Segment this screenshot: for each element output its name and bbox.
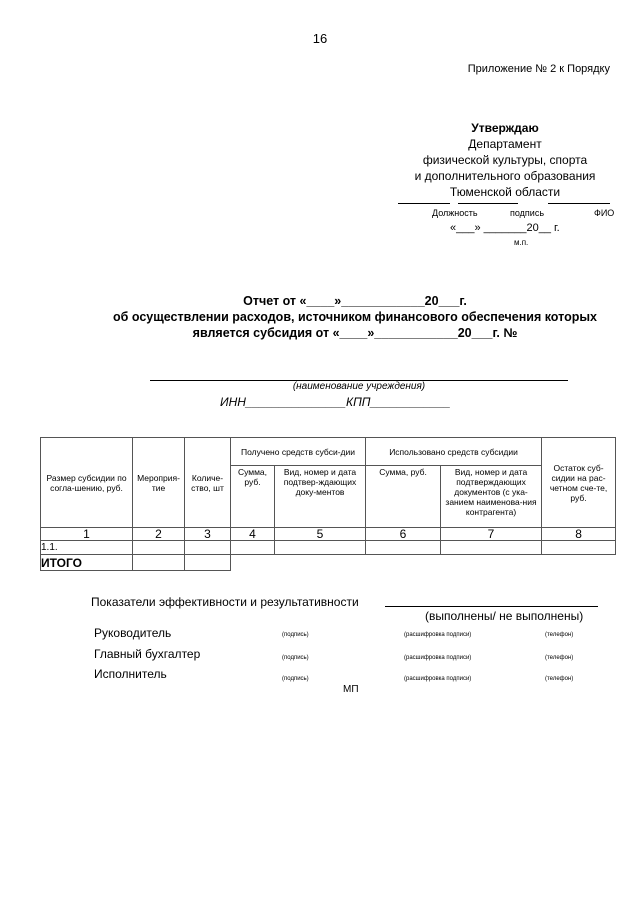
column-number: 8 xyxy=(542,528,616,541)
approval-signature-lines xyxy=(398,203,610,209)
institution-label: (наименование учреждения) xyxy=(292,381,426,392)
empty-cell xyxy=(275,555,366,571)
signatory-role: Главный бухгалтер xyxy=(94,647,201,661)
header-quantity: Количе-ство, шт xyxy=(185,438,231,528)
report-table xyxy=(40,437,616,571)
stamp-mark: МП xyxy=(343,684,359,695)
signature-line xyxy=(458,203,518,204)
approval-heading: Утверждаю xyxy=(471,121,539,135)
column-number: 5 xyxy=(275,528,366,541)
title-line: является субсидия от «____»____________20___г. № xyxy=(192,326,518,340)
table-cell[interactable] xyxy=(185,541,231,555)
approval-block xyxy=(380,120,630,200)
header-received-group: Получено средств субси-дии xyxy=(231,438,366,466)
table-cell[interactable] xyxy=(366,541,441,555)
header-received-docs: Вид, номер и дата подтвер-ждающих доку-ментов xyxy=(275,466,366,528)
empty-cell xyxy=(441,555,542,571)
column-number: 6 xyxy=(366,528,441,541)
empty-cell xyxy=(366,555,441,571)
appendix-reference: Приложение № 2 к Порядку xyxy=(467,63,610,75)
header-used-group: Использовано средств субсидии xyxy=(366,438,542,466)
total-row xyxy=(41,555,616,571)
name-label: ФИО xyxy=(594,208,615,218)
approval-line: Департамент xyxy=(468,137,542,151)
header-balance: Остаток суб-сидии на рас-четном сче-те, руб. xyxy=(542,438,616,528)
phone-caption: (телефон) xyxy=(545,655,574,661)
approval-stamp: м.п. xyxy=(514,238,529,247)
inn-kpp-line: ИНН_______________КПП____________ xyxy=(220,395,451,409)
approval-date: «___» _______20__ г. xyxy=(450,222,560,234)
signature-label: подпись xyxy=(510,208,545,218)
phone-caption: (телефон) xyxy=(545,676,574,682)
signatory-role: Руководитель xyxy=(94,626,172,640)
header-subsidy-size: Размер субсидии по согла-шению, руб. xyxy=(41,438,133,528)
indicators-label: Показатели эффективности и результативности xyxy=(91,595,359,609)
empty-cell xyxy=(542,555,616,571)
decoding-caption: (расшифровка подписи) xyxy=(404,632,472,638)
decoding-caption: (расшифровка подписи) xyxy=(404,676,472,682)
phone-caption: (телефон) xyxy=(545,632,574,638)
table-cell[interactable] xyxy=(185,555,231,571)
signature-line xyxy=(398,203,450,204)
report-title xyxy=(90,293,620,341)
row-label: 1.1. xyxy=(41,541,133,555)
table-cell[interactable] xyxy=(542,541,616,555)
column-number: 1 xyxy=(41,528,133,541)
title-line: об осуществлении расходов, источником финансового обеспечения которых xyxy=(113,310,597,324)
table-cell[interactable] xyxy=(275,541,366,555)
approval-line: и дополнительного образования xyxy=(414,169,596,183)
table-cell[interactable] xyxy=(231,541,275,555)
approval-line: физической культуры, спорта xyxy=(422,153,588,167)
signatory-role: Исполнитель xyxy=(94,667,167,681)
column-number: 2 xyxy=(133,528,185,541)
position-label: Должность xyxy=(432,208,478,218)
header-used-sum: Сумма, руб. xyxy=(366,466,441,528)
decoding-caption: (расшифровка подписи) xyxy=(404,655,472,661)
indicators-sub: (выполнены/ не выполнены) xyxy=(425,609,584,623)
signature-line xyxy=(548,203,610,204)
signature-caption: (подпись) xyxy=(282,632,309,638)
column-number: 7 xyxy=(441,528,542,541)
table-cell[interactable] xyxy=(133,555,185,571)
table-cell[interactable] xyxy=(441,541,542,555)
signature-caption: (подпись) xyxy=(282,655,309,661)
signature-caption: (подпись) xyxy=(282,676,309,682)
header-used-docs: Вид, номер и дата подтверждающих документов (с ука-занием наименова-ния контрагента) xyxy=(441,466,542,528)
indicators-line xyxy=(385,606,598,607)
table-cell[interactable] xyxy=(133,541,185,555)
page-number: 16 xyxy=(312,31,328,46)
title-line: Отчет от «____»____________20___г. xyxy=(243,294,467,308)
column-number-row xyxy=(41,528,616,541)
empty-cell xyxy=(231,555,275,571)
header-event: Мероприя-тие xyxy=(133,438,185,528)
column-number: 4 xyxy=(231,528,275,541)
approval-line: Тюменской области xyxy=(449,185,561,199)
total-label: ИТОГО xyxy=(41,555,133,571)
table-row xyxy=(41,541,616,555)
header-received-sum: Сумма, руб. xyxy=(231,466,275,528)
column-number: 3 xyxy=(185,528,231,541)
